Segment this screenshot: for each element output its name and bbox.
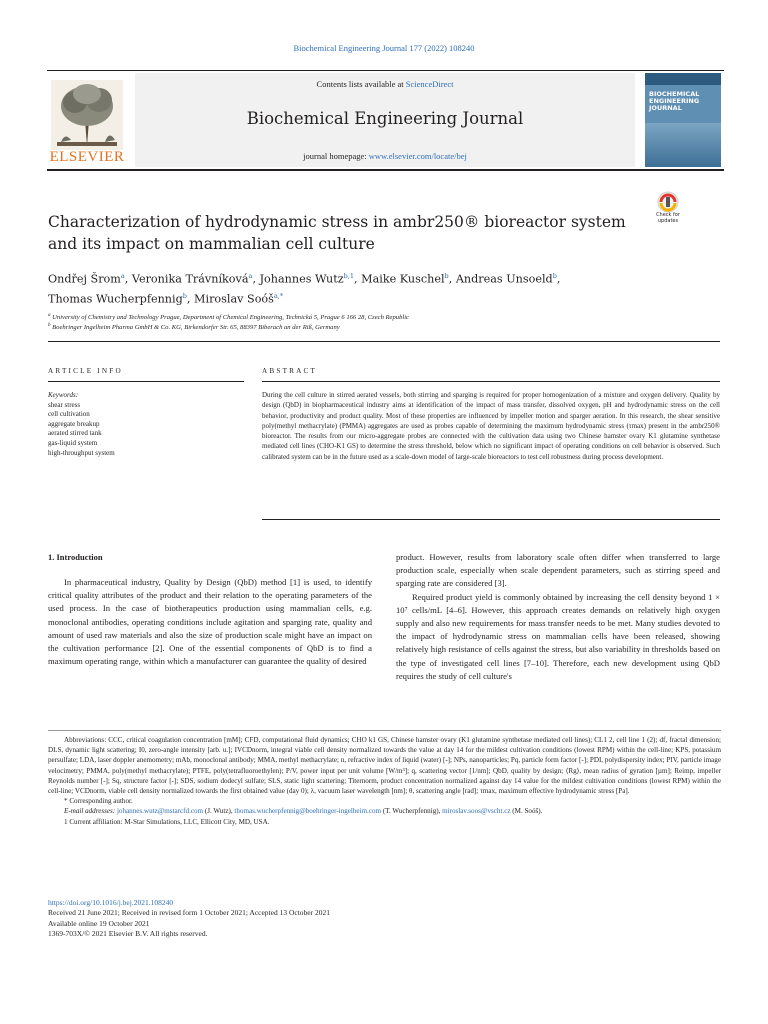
journal-cover-image[interactable] [645, 73, 721, 167]
email-link[interactable]: thomas.wucherpfennig@boehringer-ingelheim.com [234, 807, 382, 816]
check-updates-label: Check for updates [656, 212, 680, 224]
check-for-updates-badge[interactable] [648, 191, 688, 231]
cover-top-band [645, 73, 721, 85]
header-top-rule [47, 70, 724, 71]
intro-column-right [396, 551, 720, 683]
keyword: high-throughput system [48, 448, 115, 457]
author-name[interactable]: Maike Kuschel [361, 272, 445, 286]
email-owner: (J. Wutz), [203, 807, 235, 816]
author-affiliation-mark[interactable]: b [444, 272, 449, 280]
introduction-heading: 1. Introduction [48, 552, 103, 562]
author-name[interactable]: Thomas Wucherpfennig [48, 292, 183, 306]
sciencedirect-link[interactable]: ScienceDirect [405, 79, 454, 89]
email-link[interactable]: miroslav.soos@vscht.cz [442, 807, 511, 816]
author-affiliation-mark[interactable]: a [120, 272, 125, 280]
keyword: aggregate breakup [48, 419, 100, 428]
current-affiliation-note: 1 Current affiliation: M-Star Simulations, LLC, Ellicott City, MD, USA. [64, 817, 270, 826]
author-name[interactable]: Veronika Trávníková [131, 272, 249, 286]
contents-line [135, 79, 635, 89]
journal-name: Biochemical Engineering Journal [246, 109, 524, 128]
article-info-heading: ARTICLE INFO [48, 367, 123, 375]
affiliation-mark: a [48, 313, 51, 318]
abstract-bottom-rule [262, 519, 720, 520]
homepage-line [135, 151, 635, 161]
abstract-text: During the cell culture in stirred aerated vessels, both stirring and sparging is required for proper homogenization of a mixture and oxygen delivery. Quality by design (QbD) in biopharmaceutical industry aims at identification of the impact of mass transfer, dissolved oxygen, pH and hydrodynamic stress on the cell behavior, productivity and product quality. Most of these properties are influenced by impeller motion and sparger aeration. In this research, the shear sensitive poly(methyl methacrylate) (PMMA) aggregates are used as probes capable of determining the maximum hydrodynamic stress (τmax) present in the ambr250® bioreactor. The results from our micro-aggregate probes are connected with the cultivation data using two Chinese hamster ovary K1 glutamine synthetase mediated cell lines (CHO-K1 GS) to determine the stress threshold, below which no significant impact of operating conditions on cell behavior is observed. Such calibrated system can be in the future used as a scale-down model of large-scale bioreactors to test cell robustness during process development. [262, 391, 720, 461]
affiliation-text: University of Chemistry and Technology Prague, Department of Chemical Engineering, Technická 5, Prague 6 166 28, Czech Republic [52, 314, 409, 322]
keyword: shear stress [48, 400, 81, 409]
abbreviations-footnote: Abbreviations: CCC, critical coagulation concentration [mM]; CFD, computational fluid dynamics; CHO k1 GS, Chinese hamster ovary (K1 glutamine synthetase mediated cell lines); CL1 2, cell line 1 (2); df, fractal dimension; DLS, dynamic light scattering; I0, zero-angle intensity [arb. u.]; IVCDnorm, integral viable cell density normalized towards the value at day 14 for the mildest cultivation conditions (lowest RPM) within the cell-line; KPS, potassium persulfate; LDA, laser doppler anemometry; mAb, monoclonal antibody; MMA, methyl methacrylate; n, refractive index of liquid (water) [-]; NPs, nanoparticles; Pq, particle form factor [-]; PDI, polydispersity index; PIV, particle image velocimetry; PMMA, poly(methyl methacrylate); PTFE, poly(tetrafluoroethylen); P/V, power input per unit volume [W/m³]; q, scattering vector [1/nm]; QbD, quality by design; ⟨Rg⟩, mean radius of gyration [µm]; Reimp, impeller Reynolds number [-]; Sq, structure factor [-]; SDS, sodium dodecyl sulfate; SLS, static light scattering; Titernorm, product concentration normalized against day 14 value for the mildest cultivation conditions (lowest RPM) within the cell-line; VCDnorm, viable cell density normalized towards the first obtained value (day 0); λ, vacuum laser wavelength [nm]; θ, scattering angle [rad]; τmax, maximum effective hydrodynamic stress [Pa]. [48, 736, 721, 796]
received-dates: Received 21 June 2021; Received in revised form 1 October 2021; Accepted 13 October 2021 [48, 908, 331, 918]
copyright-line: 1369-703X/© 2021 Elsevier B.V. All rights reserved. [48, 928, 208, 938]
affiliation-b [48, 323, 708, 331]
corresponding-author-note: * Corresponding author. [64, 797, 133, 806]
author-list: Ondřej Šrom$^a$, Veronika Trávníková$^a$, Johannes Wutz$^{b,1}$, Maike Kuschel$^b$, Andreas Unsoeld$^b$, Thomas Wucherpfennig$^b$, Miroslav Soóš$^{a,*}$ [48, 272, 561, 306]
cover-graphic [645, 123, 721, 167]
journal-citation-link[interactable]: Biochemical Engineering Journal 177 (2022) 108240 [293, 43, 475, 53]
homepage-link[interactable]: www.elsevier.com/locate/bej [368, 151, 467, 161]
article-title: Characterization of hydrodynamic stress in ambr250® bioreactor system and its impact on mammalian cell culture [48, 213, 626, 253]
header-center-panel [135, 73, 635, 167]
author-name[interactable]: Andreas Unsoeld [455, 272, 553, 286]
keyword: cell cultivation [48, 410, 90, 419]
cover-title: BIOCHEMICAL ENGINEERING JOURNAL [649, 90, 700, 112]
author-affiliation-mark[interactable]: b [552, 272, 557, 280]
author-name[interactable]: Ondřej Šrom [48, 272, 121, 286]
publication-info [48, 898, 648, 939]
email-footnote [48, 806, 721, 816]
affiliation-text: Boehringer Ingelheim Pharma GmbH & Co. KG, Birkendorfer Str. 65, 88397 Biberach an der Riß, Germany [52, 324, 340, 332]
affiliation-divider [48, 341, 720, 342]
email-owner: (M. Soóš). [510, 807, 543, 816]
journal-header [47, 70, 724, 171]
article-info-rule [48, 381, 244, 382]
check-updates-icon [648, 191, 688, 213]
intro-paragraph-left: In pharmaceutical industry, Quality by Design (QbD) method [1] is used, to identify critical quality attributes of the product and their relation to the operating parameters of the used process. In the case of biotherapeutics production using mammalian cells, e.g. monoclonal antibodies, operating conditions include agitation and sparging rate, quality and amount of used raw materials and also the size of production scale might have an impact on the cultivation performance [2]. One of the essential components of QbD is to find a maximum operating range, within which a manufacturer can guarantee the quality of desired [48, 577, 372, 667]
email-label: E-mail addresses: [64, 807, 116, 816]
keyword: aerated stirred tank [48, 429, 102, 438]
email-owner: (T. Wucherpfennig), [381, 807, 443, 816]
footnotes [48, 735, 721, 827]
author-name[interactable]: Johannes Wutz [259, 272, 344, 286]
contents-prefix: Contents lists available at [316, 79, 406, 89]
doi-link[interactable]: https://doi.org/10.1016/j.bej.2021.108240 [48, 898, 174, 907]
email-link[interactable]: johannes.wutz@mstarcfd.com [116, 807, 204, 816]
header-bottom-rule [47, 169, 724, 171]
author-name[interactable]: Miroslav Soóš [194, 292, 274, 306]
intro-paragraph-continued: product. However, results from laboratory scale often differ when transferred to large production scale, especially when scale dependent parameters, such as stirring speed and sparging rate are considered [3]. [396, 552, 720, 589]
keywords-list [48, 391, 244, 458]
available-online-date: Available online 19 October 2021 [48, 918, 150, 928]
abstract-rule [262, 381, 720, 382]
abstract-heading: ABSTRACT [262, 367, 318, 375]
author-affiliation-mark[interactable]: a,* [273, 291, 284, 300]
publisher-name: ELSEVIER [49, 149, 125, 165]
author-affiliation-mark[interactable]: b,1 [343, 272, 355, 280]
keyword: gas-liquid system [48, 438, 98, 447]
homepage-prefix: journal homepage: [303, 151, 369, 161]
footnote-divider [48, 730, 721, 731]
author-affiliation-mark[interactable]: a [248, 272, 253, 280]
intro-paragraph: Required product yield is commonly obtained by increasing the cell density beyond 1 × 10⁷ cells/mL [4–6]. However, this approach creates demands on relatively high oxygen supply and also new requirements for mass transfer needs to be met. Many studies devoted to the impact of hydrodynamic stress on mammalian cells have been released, showing relatively high resistance of cells against the stress, but also variability in thresholds based on the type of investigated cell lines [7–10]. Therefore, each new development using QbD requires the study of cell culture's [396, 591, 720, 681]
affiliation-mark: b [48, 323, 51, 328]
keywords-label: Keywords: [48, 391, 79, 399]
author-affiliation-mark[interactable]: b [182, 291, 187, 300]
affiliation-a [48, 313, 708, 321]
